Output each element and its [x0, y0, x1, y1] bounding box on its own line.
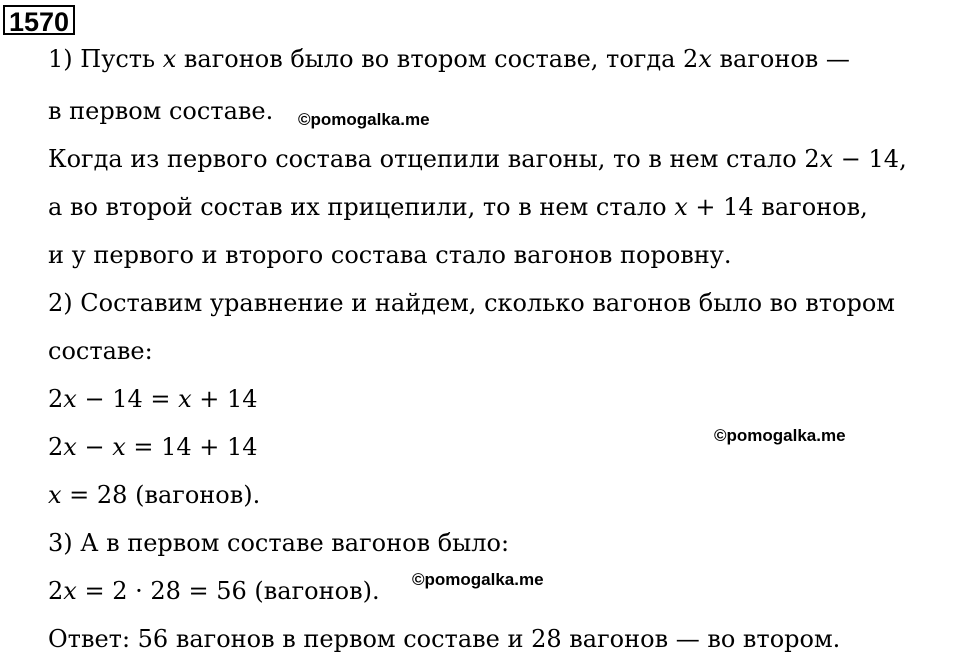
text-fragment: 2 [48, 577, 64, 605]
math-variable: x [674, 193, 688, 221]
problem-number: 1570 [3, 5, 75, 35]
solution-line-4 [48, 192, 868, 222]
math-variable: x [63, 577, 77, 605]
text-fragment: = 28 (вагонов). [61, 481, 261, 509]
math-variable: x [819, 145, 834, 173]
math-variable: x [178, 385, 192, 413]
math-variable: x [63, 385, 77, 413]
text-fragment: 2 [48, 385, 64, 413]
math-variable: x [112, 433, 126, 461]
solution-line-step-3: 3) А в первом составе вагонов было: [48, 529, 510, 557]
equation-line-3 [48, 480, 260, 510]
watermark-text: ©pomogalka.me [714, 426, 846, 445]
text-fragment: = 14 + 14 [125, 433, 258, 461]
solution-line-5: и у первого и второго состава стало вагонов поровну. [48, 241, 732, 269]
equation-line-4 [48, 576, 380, 606]
text-fragment: − 14 = [76, 385, 179, 413]
solution-line-3 [48, 144, 907, 174]
equation-line-2 [48, 432, 258, 462]
answer-line: Ответ: 56 вагонов в первом составе и 28 вагонов — во втором. [48, 625, 841, 653]
text-fragment: − [76, 433, 113, 461]
text-fragment: + 14 вагонов, [687, 193, 868, 221]
text-fragment: 1) Пусть [48, 45, 163, 73]
text-fragment: − 14, [833, 145, 907, 173]
equation-line-1 [48, 384, 258, 414]
text-fragment: 2 [48, 433, 64, 461]
text-fragment: вагонов было во втором составе, тогда 2 [176, 45, 699, 73]
text-fragment: = 2 · 28 = 56 (вагонов). [76, 577, 380, 605]
math-variable: x [63, 433, 77, 461]
text-fragment: + 14 [191, 385, 258, 413]
text-fragment: вагонов — [711, 45, 850, 73]
solution-line-2: в первом составе. [48, 97, 274, 125]
watermark-text: ©pomogalka.me [412, 570, 544, 589]
solution-line-1 [48, 44, 850, 74]
solution-line-7: составе: [48, 337, 153, 365]
solution-line-6: 2) Составим уравнение и найдем, сколько вагонов было во втором [48, 289, 895, 317]
math-variable: x [162, 45, 177, 73]
math-variable: x [48, 481, 62, 509]
text-fragment: Когда из первого состава отцепили вагоны, то в нем стало 2 [48, 145, 820, 173]
watermark-text: ©pomogalka.me [298, 110, 430, 129]
text-fragment: а во второй состав их прицепили, то в нем стало [48, 193, 675, 221]
math-variable: x [698, 45, 712, 73]
